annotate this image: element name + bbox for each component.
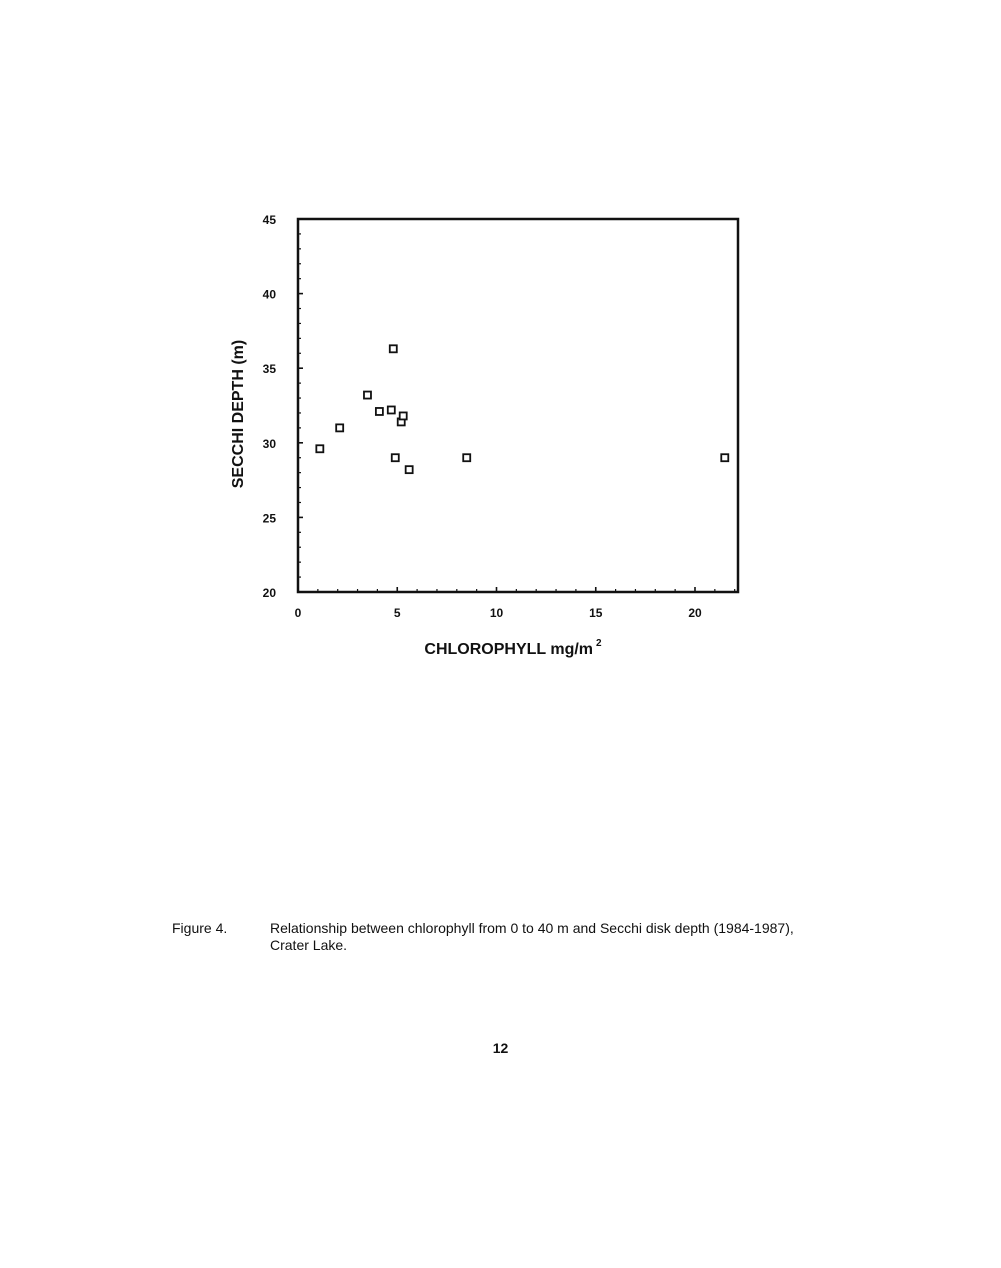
y-tick-label: 35 bbox=[262, 362, 276, 377]
plot-frame bbox=[298, 219, 738, 592]
data-point bbox=[390, 345, 397, 352]
y-axis-title: SECCHI DEPTH (m) bbox=[230, 339, 247, 489]
data-point bbox=[406, 466, 413, 473]
y-tick-label: 45 bbox=[262, 213, 276, 227]
y-tick-label: 20 bbox=[262, 586, 276, 600]
x-tick-label: 20 bbox=[688, 606, 702, 620]
x-tick-label: 10 bbox=[489, 606, 504, 620]
data-point bbox=[392, 454, 399, 461]
y-tick-label: 40 bbox=[262, 287, 276, 302]
x-tick-label: 15 bbox=[589, 606, 603, 620]
data-point bbox=[316, 445, 323, 452]
data-point bbox=[388, 406, 395, 413]
figure-caption-text: Relationship between chlorophyll from 0 to 40 m and Secchi disk depth (1984-1987), Crater Lake. bbox=[270, 920, 794, 953]
x-tick-label: 0 bbox=[294, 606, 302, 620]
figure-label: Figure 4. bbox=[172, 920, 228, 936]
y-tick-label: 25 bbox=[262, 511, 276, 526]
y-tick-label: 30 bbox=[262, 436, 276, 451]
x-axis-title-text: CHLOROPHYLL mg/m bbox=[424, 641, 594, 658]
data-points bbox=[316, 345, 728, 473]
plot-area bbox=[298, 219, 738, 592]
x-axis-title-superscript: 2 bbox=[596, 638, 602, 649]
data-point bbox=[364, 392, 371, 399]
data-point bbox=[400, 412, 407, 419]
data-point bbox=[721, 454, 728, 461]
data-point bbox=[463, 454, 470, 461]
x-tick-label: 5 bbox=[393, 606, 401, 620]
page-number: 12 bbox=[492, 1040, 509, 1056]
data-point bbox=[336, 424, 343, 431]
x-axis-title bbox=[424, 638, 602, 658]
data-point bbox=[376, 408, 383, 415]
